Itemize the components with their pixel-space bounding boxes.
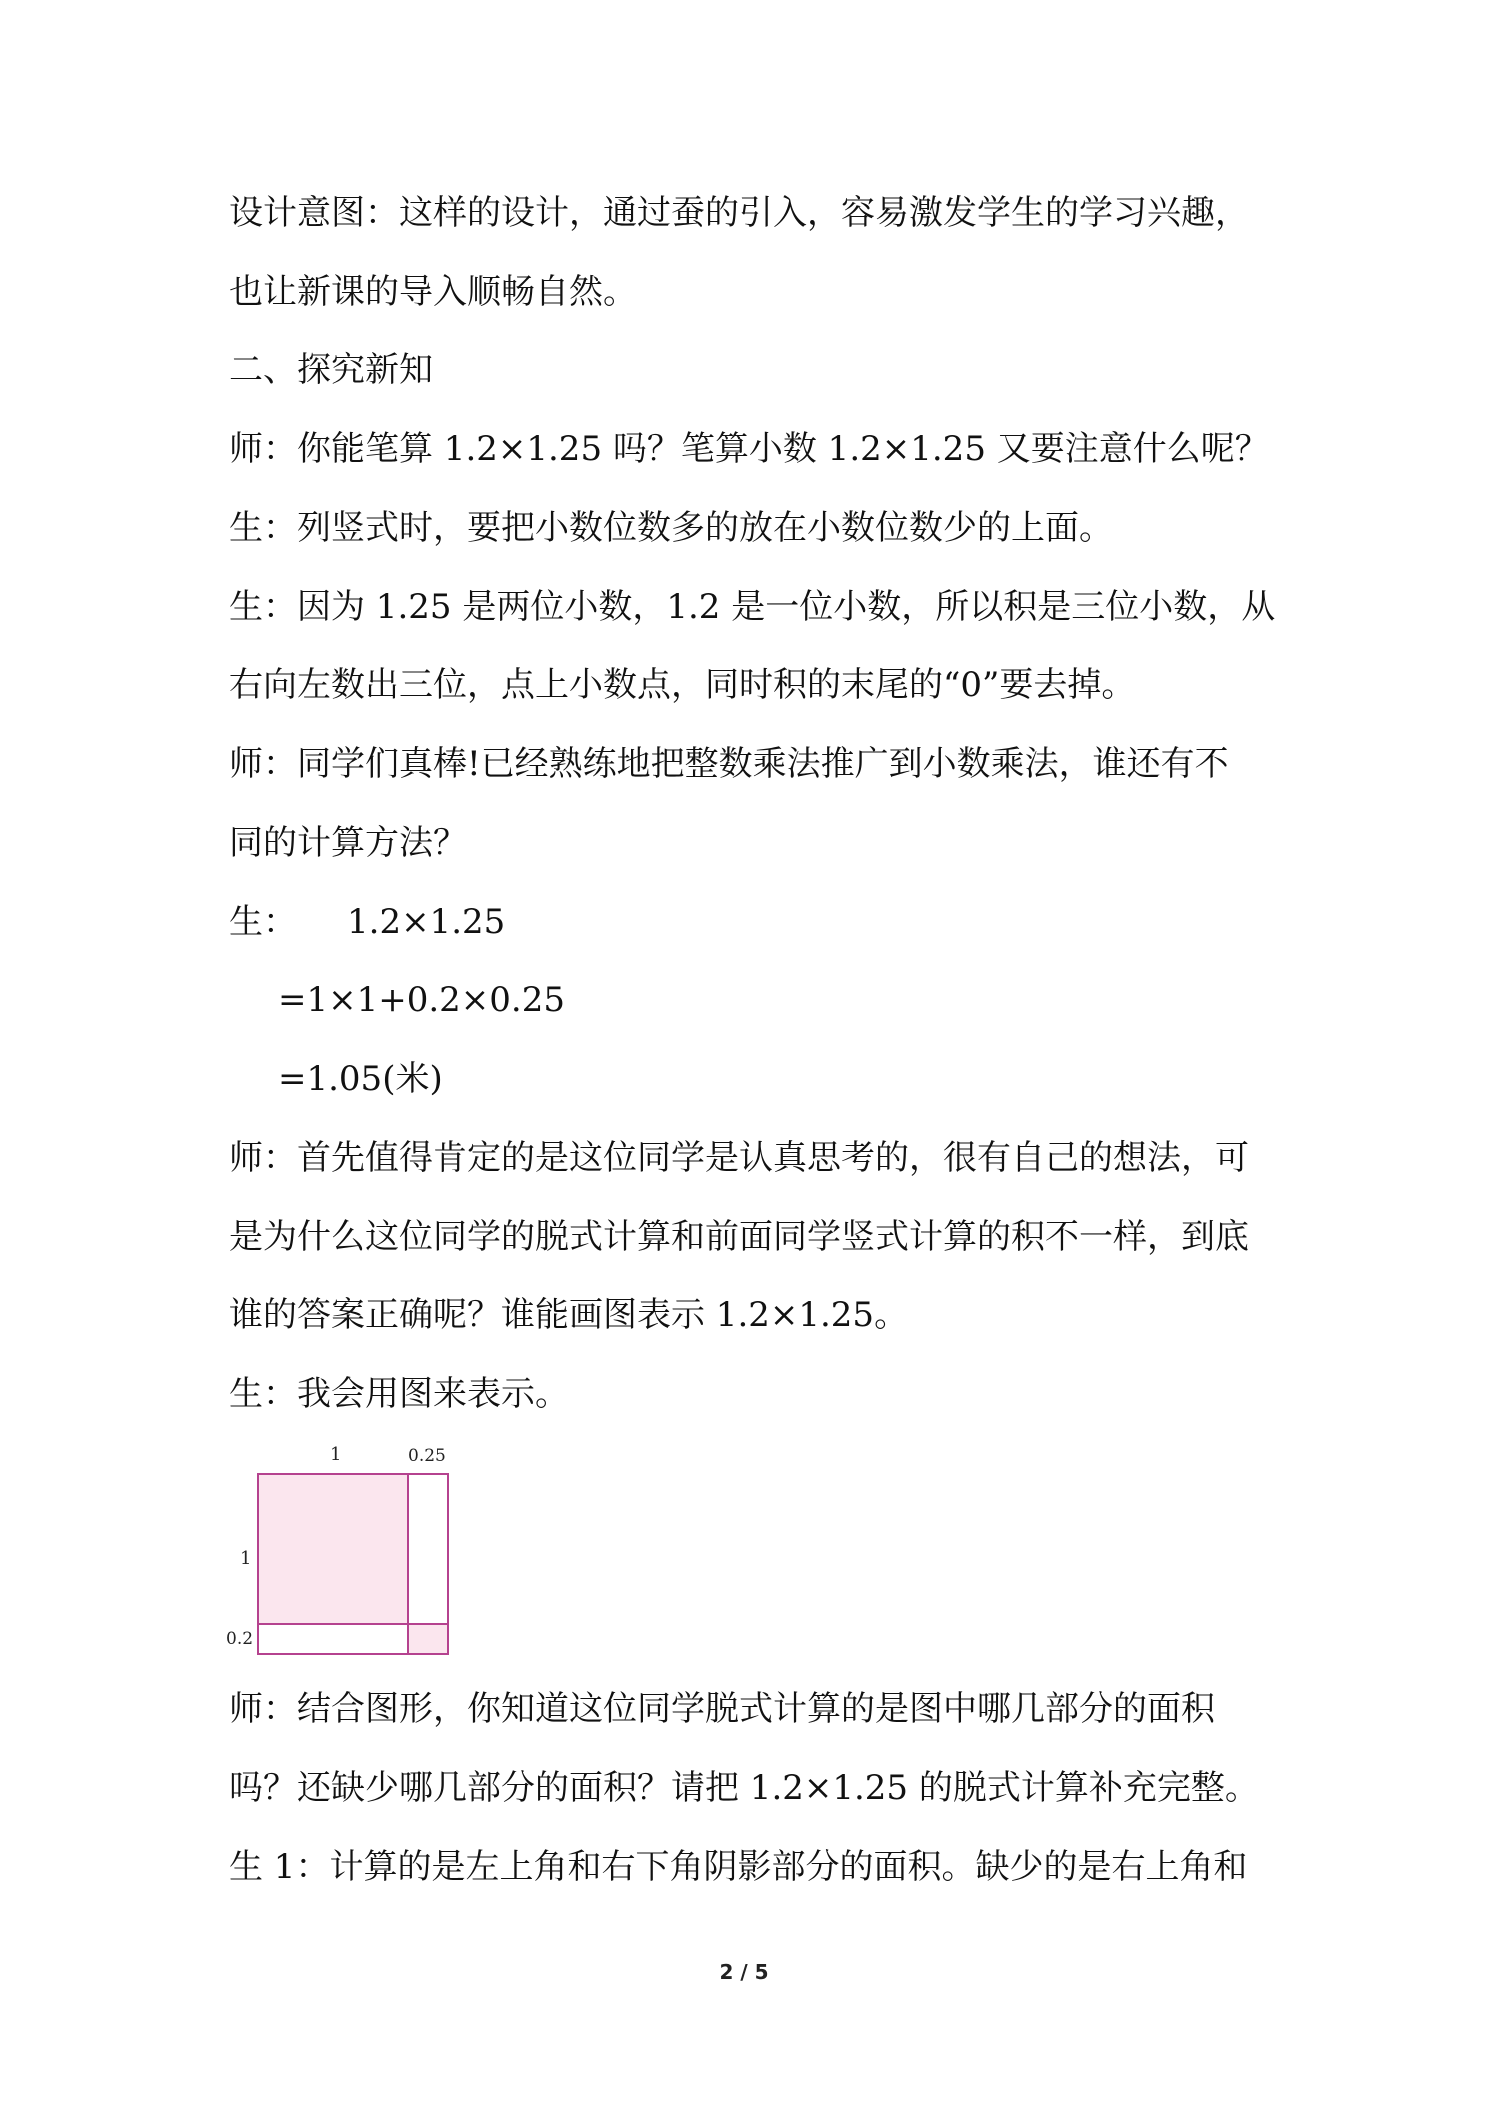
paragraph-line: 谁的答案正确呢？谁能画图表示 1.2×1.25。 [229,1295,909,1335]
area-model-figure [218,1440,458,1660]
paragraph-line: 师：同学们真棒!已经熟练地把整数乘法推广到小数乘法，谁还有不 [229,744,1229,784]
paragraph-line: 右向左数出三位，点上小数点，同时积的末尾的“0”要去掉。 [229,665,1136,705]
label-left-02: 0.2 [226,1629,254,1649]
label-top-025: 0.25 [408,1446,446,1466]
label-left-1: 1 [240,1548,252,1569]
paragraph-line: 设计意图：这样的设计，通过蚕的引入，容易激发学生的学习兴趣， [229,193,1249,233]
label-top-1: 1 [330,1444,342,1465]
paragraph-line: 师：你能笔算 1.2×1.25 吗？笔算小数 1.2×1.25 又要注意什么呢？ [229,429,1269,469]
calc-expression: 1.2×1.25 [347,902,506,942]
page-number: 2 / 5 [719,1960,769,1984]
area-bottom-left [258,1624,408,1654]
paragraph-line: 生：我会用图来表示。 [229,1374,569,1414]
paragraph-line: 生 1：计算的是左上角和右下角阴影部分的面积。缺少的是右上角和 [229,1847,1248,1887]
section-heading: 二、探究新知 [229,350,433,390]
calc-prefix: 生： [229,902,297,942]
paragraph-line: 生：列竖式时，要把小数位数多的放在小数位数少的上面。 [229,508,1113,548]
area-top-right [408,1474,448,1624]
paragraph-line: 吗？还缺少哪几部分的面积？请把 1.2×1.25 的脱式计算补充完整。 [229,1768,1259,1808]
area-top-left [258,1474,408,1624]
calc-step: =1×1+0.2×0.25 [278,980,565,1020]
paragraph-line: 是为什么这位同学的脱式计算和前面同学竖式计算的积不一样，到底 [229,1217,1249,1257]
paragraph-line: 生：因为 1.25 是两位小数，1.2 是一位小数，所以积是三位小数，从 [229,587,1276,627]
paragraph-line: 师：结合图形，你知道这位同学脱式计算的是图中哪几部分的面积 [229,1689,1215,1729]
area-bottom-right [408,1624,448,1654]
calc-step: =1.05(米) [278,1059,443,1099]
paragraph-line: 也让新课的导入顺畅自然。 [229,272,637,312]
paragraph-line: 师：首先值得肯定的是这位同学是认真思考的，很有自己的想法，可 [229,1138,1249,1178]
calc-line [229,902,505,942]
area-model-svg [218,1440,458,1660]
paragraph-line: 同的计算方法？ [229,823,467,863]
